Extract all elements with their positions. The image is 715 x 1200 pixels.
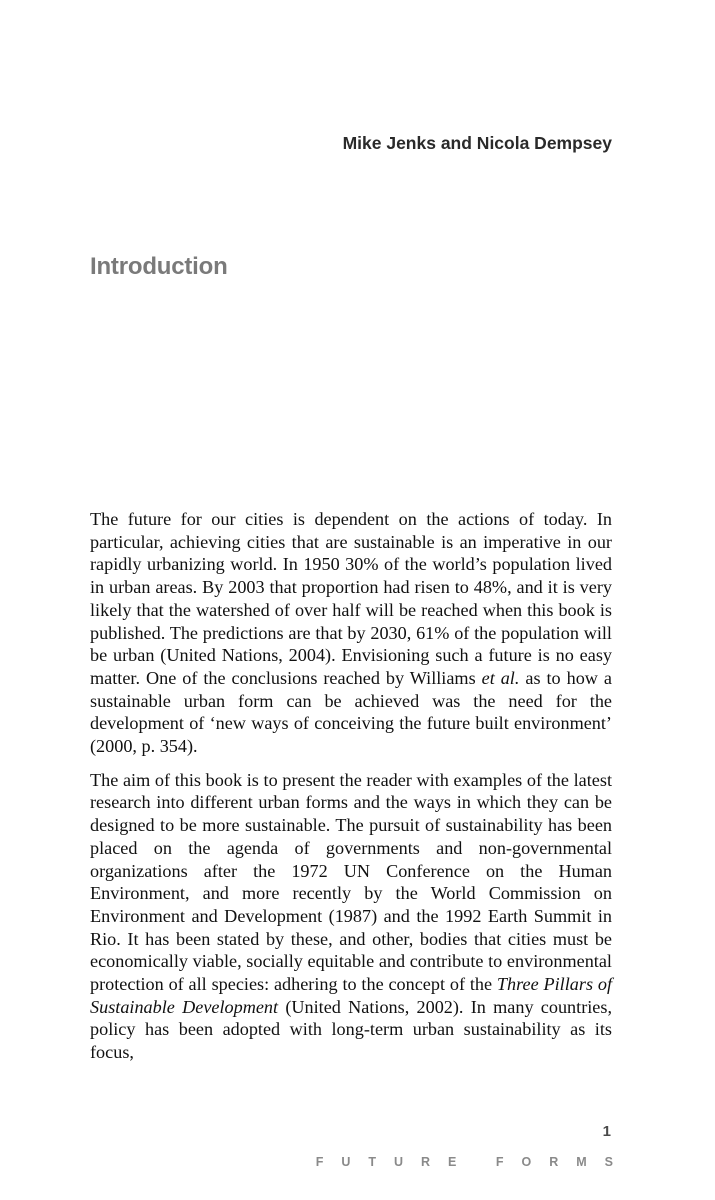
paragraph-2-italic-1: Three Pillars of Sustainable Development xyxy=(90,974,612,1017)
chapter-title: Introduction xyxy=(90,253,228,280)
paragraph-1-text-2: as to how a sustainable urban form can be achieved was the need for the development of ‘new ways of conceiving the future built environment’ (2000, p. 354). xyxy=(90,667,612,757)
body-text xyxy=(90,508,612,1075)
page-number: 1 xyxy=(602,1123,611,1140)
paragraph-1-text-1: The future for our cities is dependent on the actions of today. In particular, achieving cities that are sustainable is an imperative in our rapidly urbanizing world. In 1950 30% of the world’s population lived in urban areas. By 2003 that proportion had risen to 48%, and it is very likely that the watershed of over half will be reached when this book is published. The predictions are that by 2030, 61% of the population will be urban (United Nations, 2004). Envisioning such a future is no easy matter. One of the conclusions reached by Williams xyxy=(90,509,612,688)
paragraph-2 xyxy=(90,769,612,1064)
running-footer-title: FUTURE FORMS xyxy=(315,1155,631,1169)
paragraph-1 xyxy=(90,508,612,758)
paragraph-2-text-2: (United Nations, 2002). In many countries, policy has been adopted with long-term urban sustainability as its focus, xyxy=(90,996,612,1063)
paragraph-2-text-1: The aim of this book is to present the reader with examples of the latest research into different urban forms and the ways in which they can be designed to be more sustainable. The pursuit of sustainability has been placed on the agenda of governments and non-governmental organizations after the 1972 UN Conference on the Human Environment, and more recently by the World Commission on Environment and Development (1987) and the 1992 Earth Summit in Rio. It has been stated by these, and other, bodies that cities must be economically viable, socially equitable and contribute to environmental protection of all species: adhering to the concept of the xyxy=(90,769,612,995)
paragraph-1-italic-1: et al. xyxy=(481,667,520,688)
chapter-authors: Mike Jenks and Nicola Dempsey xyxy=(342,133,612,153)
